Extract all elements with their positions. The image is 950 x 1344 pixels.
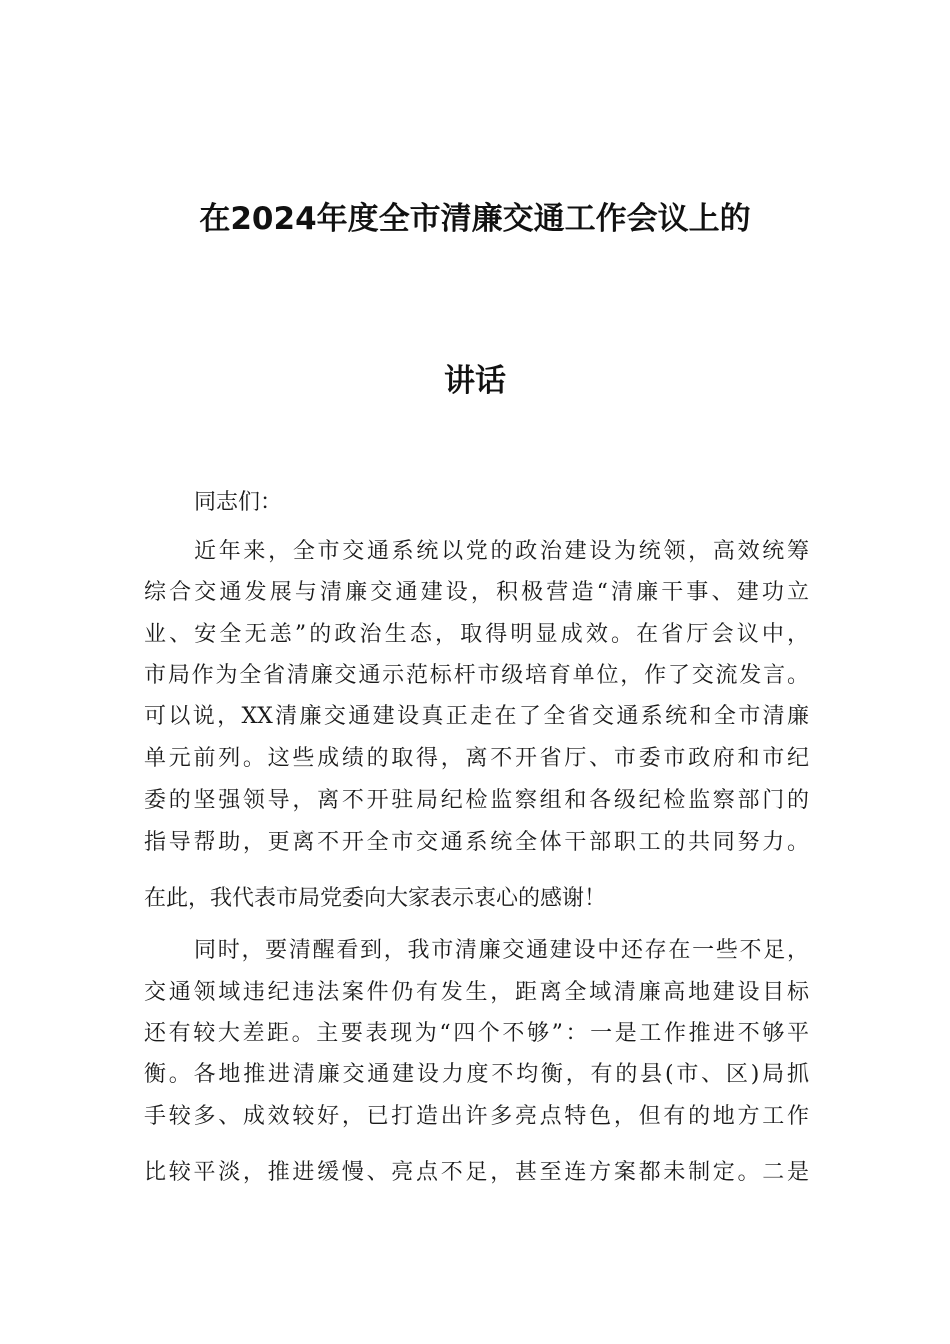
paragraph-2-line: 衡。各地推进清廉交通建设力度不均衡，有的县(市、区)局抓 [144,1062,809,1087]
paragraph-2-line: 手较多、成效较好，已打造出许多亮点特色，但有的地方工作 [144,1104,809,1129]
paragraph-2-line: 比较平淡，推进缓慢、亮点不足，甚至连方案都未制定。二是 [144,1160,809,1185]
paragraph-2-line: 还有较大差距。主要表现为“四个不够”：一是工作推进不够平 [144,1021,809,1046]
paragraph-2-line: 同时，要清醒看到，我市清廉交通建设中还存在一些不足， [194,938,809,963]
paragraph-1-line: 在此，我代表市局党委向大家表示衷心的感谢！ [144,886,607,911]
paragraph-1-line: 业、安全无恙”的政治生态，取得明显成效。在省厅会议中， [144,622,809,647]
paragraph-2-line: 交通领域违纪违法案件仍有发生，距离全域清廉高地建设目标 [144,980,809,1005]
paragraph-1-line: 指导帮助，更离不开全市交通系统全体干部职工的共同努力。 [144,830,809,855]
paragraph-1-line: 单元前列。这些成绩的取得，离不开省厅、市委市政府和市纪 [144,746,809,771]
paragraph-1-line: 综合交通发展与清廉交通建设，积极营造“清廉干事、建功立 [144,580,809,605]
paragraph-1-line: 可以说，XX清廉交通建设真正走在了全省交通系统和全市清廉 [144,704,809,729]
greeting: 同志们： [194,490,283,515]
document-title-line-2: 讲话 [444,363,506,399]
document-title-line-1: 在2024年度全市清廉交通工作会议上的 [199,201,751,237]
paragraph-1-line: 近年来，全市交通系统以党的政治建设为统领，高效统筹 [194,539,809,564]
paragraph-1-line: 市局作为全省清廉交通示范标杆市级培育单位，作了交流发言。 [144,663,809,688]
paragraph-1-line: 委的坚强领导，离不开驻局纪检监察组和各级纪检监察部门的 [144,788,809,813]
